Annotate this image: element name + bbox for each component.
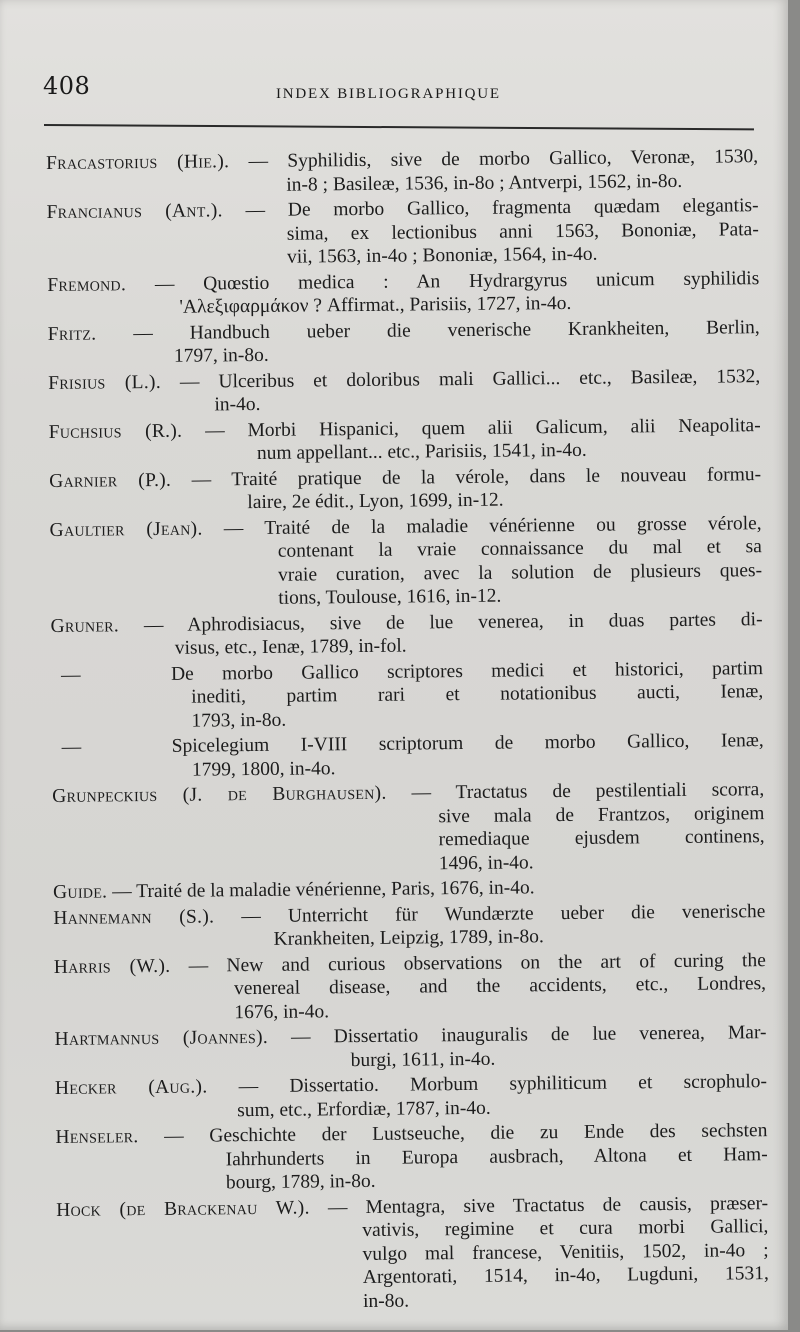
entry-text: contenant la vraie connaissance du mal et sa — [277, 536, 762, 562]
bibliography-entry — [53, 900, 765, 954]
entry-author: Harris (W.). — [53, 955, 171, 978]
entry-author: Francianus (Ant.). — [46, 200, 223, 223]
entry-text: — Unterricht für Wundærzte ueber die venerische — [241, 900, 766, 927]
bibliography-entry — [50, 512, 763, 613]
entry-text: — Morbi Hispanici, quem alii Galicum, alii Neapolita- — [205, 414, 761, 441]
bibliography-entry — [54, 1021, 766, 1075]
bibliography-entry — [56, 1192, 769, 1316]
entry-text: inediti, partim rari et notationibus aucti, Ienæ, — [191, 681, 764, 708]
entry-text: 1496, in-4o. — [438, 851, 534, 874]
entry-text: — Dissertatio. Morbum syphiliticum et scrophulo- — [238, 1071, 768, 1098]
entry-text: — Aphrodisiacus, sive de lue venerea, in duas partes di- — [143, 608, 763, 636]
entry-author: Hannemann (S.). — [53, 905, 215, 929]
bibliography-entries — [46, 145, 769, 1318]
entry-text: vativis, regimine et cura morbi Gallici, — [362, 1216, 769, 1242]
entry-text: 'Αλεξιφαρμάκον ? Affirmat., Parisiis, 1727, in-4o. — [179, 292, 572, 318]
entry-text: laire, 2e édit., Lyon, 1699, in-12. — [247, 489, 504, 514]
entry-text: sum, etc., Erfordiæ, 1787, in-4o. — [237, 1097, 491, 1121]
entry-text: De morbo Gallico scriptores medici et historici, partim — [170, 657, 764, 685]
entry-author: Fritz. — [47, 323, 97, 345]
entry-author: Gruner. — [50, 614, 120, 637]
entry-text: 1797, in-8o. — [173, 344, 269, 367]
bibliography-entry — [50, 608, 762, 662]
bibliography-entry — [48, 316, 760, 370]
entry-text: — Geschichte der Lustseuche, die zu Ende des sechsten — [164, 1120, 768, 1147]
bibliography-entry — [54, 949, 767, 1026]
entry-author: Grunpeckius (J. de Burghausen). — [52, 782, 387, 807]
bibliography-entry — [48, 365, 760, 419]
bibliography-entry — [47, 267, 759, 321]
entry-text: — Traité de la maladie vénérienne ou grosse vérole, — [223, 512, 762, 539]
entry-author: — — [60, 664, 81, 686]
entry-text: Argentorati, 1514, in-4o, Lugduni, 1531, — [362, 1263, 769, 1289]
bibliography-entry — [51, 657, 764, 734]
bibliography-entry — [55, 1070, 767, 1124]
entry-text: vraie curation, avec la solution de plusieurs ques- — [277, 559, 763, 586]
entry-text: vulgo mal francese, Venitiis, 1502, in-4o ; — [362, 1239, 769, 1265]
entry-text: 1799, 1800, in-4o. — [191, 757, 336, 781]
entry-text: tions, Toulouse, 1616, in-12. — [278, 585, 502, 609]
entry-text: 1793, in-8o. — [191, 709, 287, 732]
entry-text: num appellant... etc., Parisiis, 1541, in-4o. — [256, 439, 587, 464]
entry-author: Fremond. — [47, 273, 127, 296]
entry-text: — Traité pratique de la vérole, dans le nouveau formu- — [191, 463, 762, 491]
entry-text: in-8o. — [362, 1290, 410, 1312]
entry-author: Hecker (Aug.). — [54, 1076, 208, 1099]
entry-author: Garnier (P.). — [49, 469, 172, 492]
header-rule — [44, 124, 754, 130]
entry-author: Henseler. — [55, 1126, 139, 1148]
entry-author: Hartmannus (Joannes). — [54, 1026, 269, 1050]
entry-author: — — [61, 736, 82, 758]
entry-text: — Quœstio medica : An Hydrargyrus unicum syphilidis — [154, 267, 760, 295]
entry-author: Frisius (L.). — [48, 371, 162, 394]
entry-author: Hock (de Brackenau W.). — [56, 1197, 310, 1221]
entry-text: Spicelegium I-VIII scriptorum de morbo Gallico, Ienæ, — [171, 730, 764, 757]
page-number: 408 — [43, 72, 91, 100]
entry-text: venereal disease, and the accidents, etc., Londres, — [233, 973, 767, 1000]
entry-text: sima, ex lectionibus anni 1563, Bononiæ, Pata- — [286, 218, 759, 245]
entry-text: vii, 1563, in-4o ; Bononiæ, 1564, in-4o. — [286, 243, 598, 268]
entry-text: bourg, 1789, in-8o. — [225, 1170, 376, 1194]
entry-author: Fracastorius (Hie.). — [46, 151, 230, 174]
entry-text: remediaque ejusdem continens, — [438, 826, 765, 851]
entry-text: in-4o. — [214, 393, 261, 416]
entry-text: Iahrhunderts in Europa ausbrach, Altona et Ham- — [225, 1143, 768, 1170]
bibliography-entry — [49, 463, 761, 517]
entry-text: 1676, in-4o. — [234, 1000, 330, 1023]
entry-author: Fuchsius (R.). — [48, 420, 183, 443]
entry-text: visus, etc., Ienæ, 1789, in-fol. — [174, 635, 407, 659]
entry-text: sive mala de Frantzos, originem — [438, 802, 765, 827]
bibliography-entry — [46, 194, 759, 271]
entry-text: — Dissertatio inauguralis de lue venerea, Mar- — [291, 1022, 767, 1048]
entry-text: — Syphilidis, sive de morbo Gallico, Veronæ, 1530, — [248, 146, 759, 173]
entry-text: — Mentagra, sive Tractatus de causis, præser- — [327, 1192, 769, 1218]
bibliography-entry — [52, 729, 764, 783]
entry-author: Gaultier (Jean). — [49, 518, 203, 541]
entry-text: — Ulceribus et doloribus mali Gallici... etc., Basileæ, 1532, — [179, 365, 761, 393]
entry-text: — De morbo Gallico, fragmenta quædam elegantis- — [245, 195, 759, 222]
running-head: INDEX BIBLIOGRAPHIQUE — [276, 86, 501, 102]
bibliography-entry — [46, 145, 758, 199]
bibliography-entry — [52, 778, 765, 879]
entry-text: — Traité de la maladie vénérienne, Paris, 1676, in-4o. — [112, 877, 535, 903]
entry-author: Guide. — [53, 881, 108, 903]
entry-text: — Tractatus de pestilentiali scorra, — [411, 779, 765, 804]
entry-text: burgi, 1611, in-4o. — [350, 1048, 496, 1071]
entry-text: — Handbuch ueber die venerische Krankheiten, Berlin, — [133, 316, 760, 344]
entry-text: in-8 ; Basileæ, 1536, in-8o ; Antverpi, 1562, in-8o. — [286, 170, 683, 196]
entry-text: Krankheiten, Leipzig, 1789, in-8o. — [273, 926, 544, 950]
bibliography-entry — [55, 1119, 768, 1196]
bibliography-entry — [49, 414, 761, 468]
entry-text: — New and curious observations on the art of curing the — [188, 949, 766, 977]
